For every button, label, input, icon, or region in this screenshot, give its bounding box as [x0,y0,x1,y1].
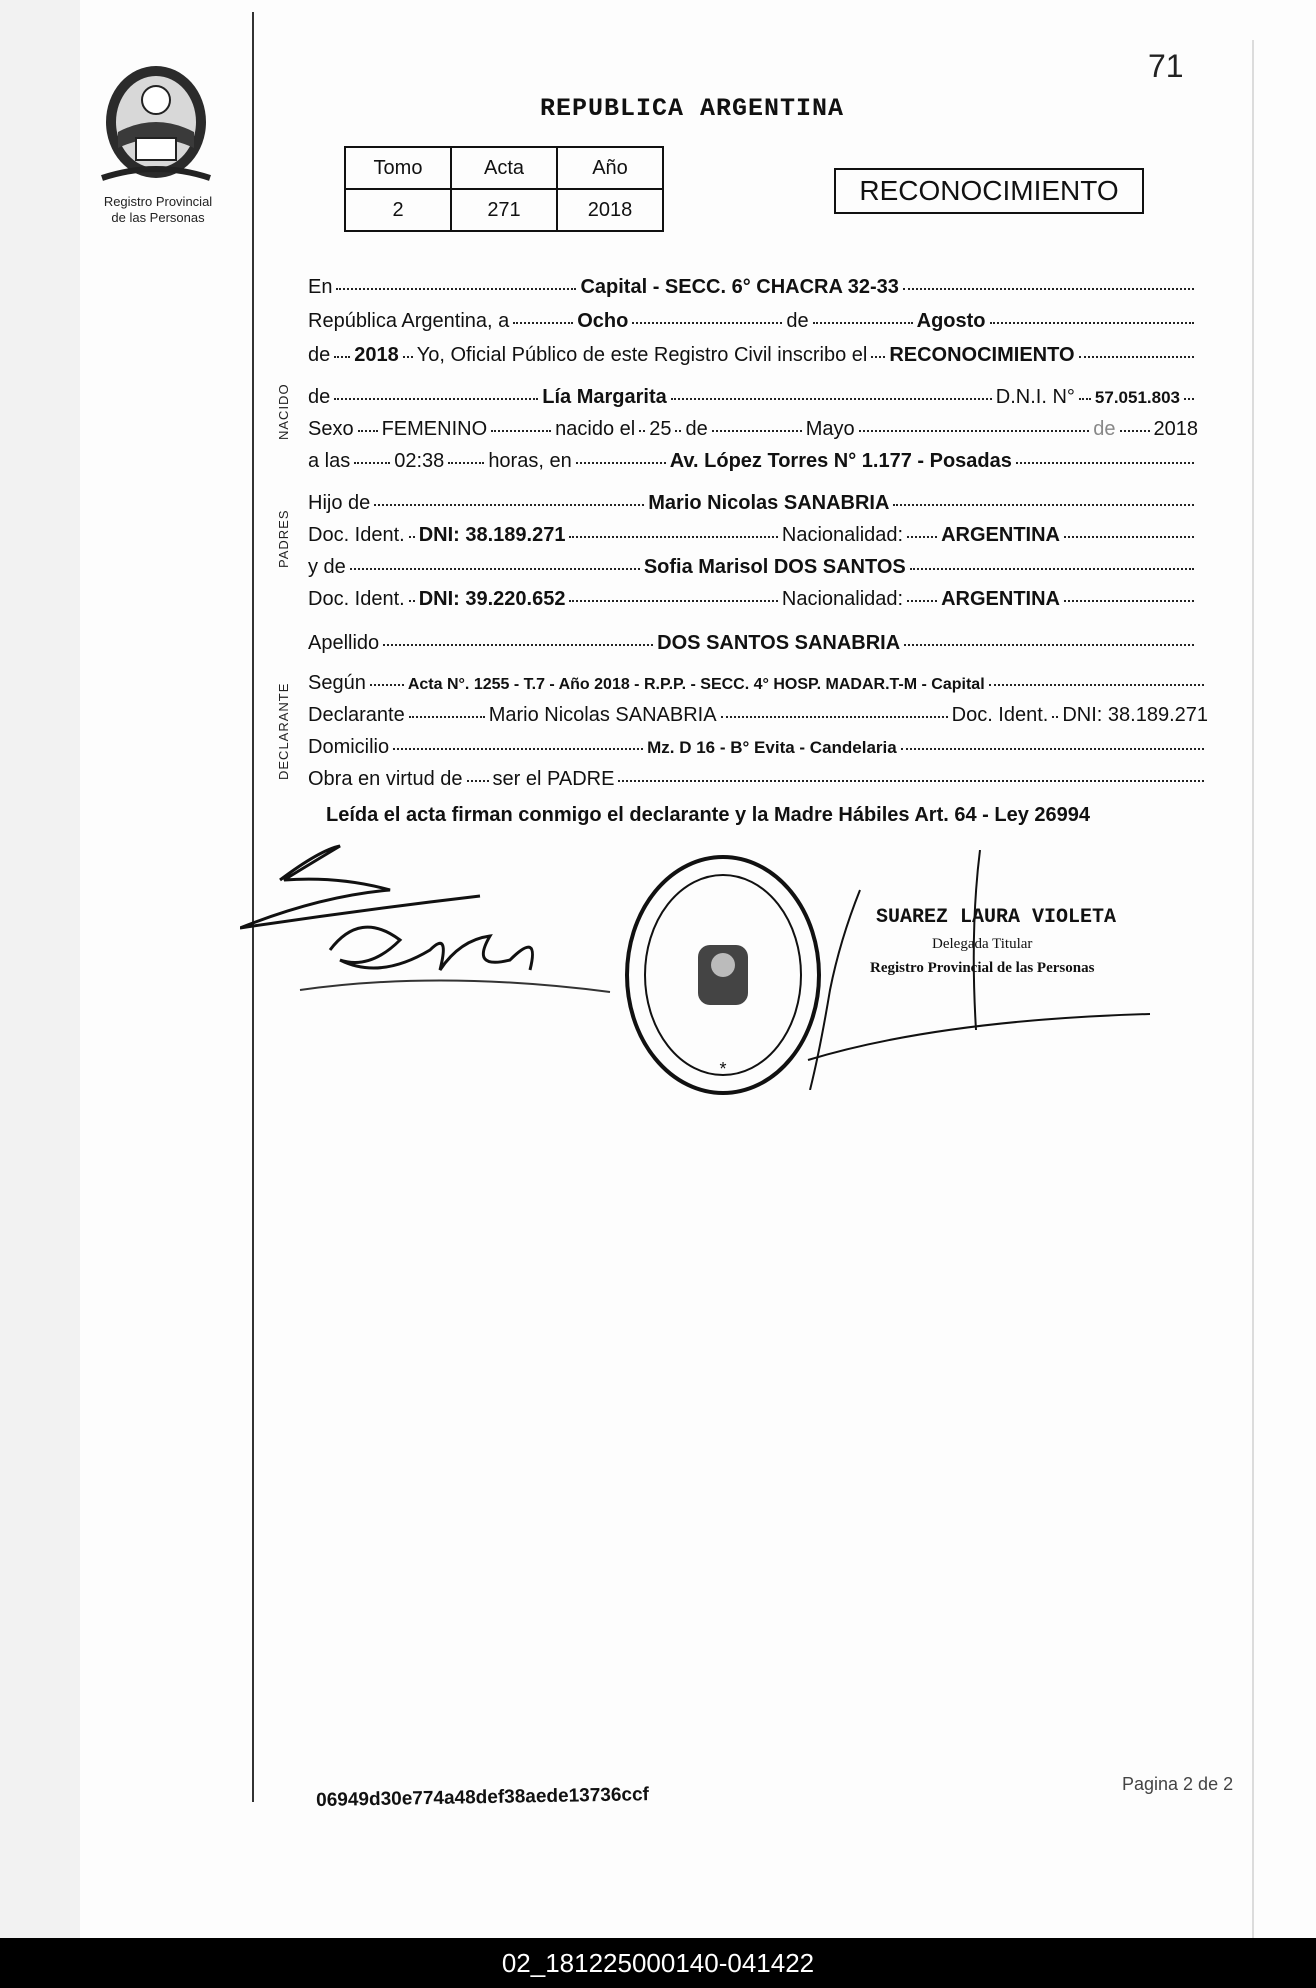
dots [904,644,1194,646]
value-tomo: 2 [345,189,451,231]
dots [639,430,645,432]
label-yde: y de [308,556,346,578]
logo-caption-line2: de las Personas [111,210,205,225]
dots [712,430,802,432]
value-nac-mes: Mayo [805,418,855,440]
label-nac-de: de [685,418,708,440]
dots [1120,430,1150,432]
row-padre-doc [308,524,1198,547]
dots [990,322,1194,324]
value-hora: 02:38 [394,450,445,472]
label-declarante: Declarante [308,704,405,726]
dots [448,462,484,464]
side-label-padres: PADRES [276,509,291,568]
label-nac-madre: Nacionalidad: [781,588,904,610]
value-inscribo: RECONOCIMIENTO [889,344,1075,366]
label-republica: República Argentina, a [308,310,510,332]
value-sexo: FEMENINO [381,418,488,440]
dots [350,568,640,570]
dots [671,398,992,400]
dots [859,430,1090,432]
label-apellido: Apellido [308,632,380,654]
row-segun [308,672,1208,695]
value-lugar: Av. López Torres N° 1.177 - Posadas [669,450,1012,472]
row-republica [308,310,1198,333]
label-hijo: Hijo de [308,492,371,514]
dots [409,600,415,602]
label-doc: Doc. Ident. [308,524,405,546]
dots [1064,600,1194,602]
dots [513,322,573,324]
dots [467,780,489,782]
label-de-nombre: de [308,386,331,408]
row-apellido [308,632,1198,655]
dots [907,536,937,538]
dots [871,356,885,358]
label-sexo: Sexo [308,418,354,440]
value-obra: ser el PADRE [492,768,615,790]
value-dia: Ocho [577,310,629,332]
dots [1064,536,1194,538]
svg-text:*: * [719,1059,727,1079]
value-acta: 271 [451,189,557,231]
value-declarante-doc: DNI: 38.189.271 [1062,704,1208,726]
row-madre [308,556,1198,579]
dots [1184,398,1194,400]
label-alas: a las [308,450,351,472]
dots [675,430,681,432]
dots [569,600,777,602]
table-header-row [345,147,663,189]
value-anio: 2018 [557,189,663,231]
dots [576,462,666,464]
row-anio-inscribo [308,344,1198,367]
logo-caption-line1: Registro Provincial [103,194,213,209]
value-anio: 2018 [354,344,399,366]
page-indicator: Pagina 2 de 2 [1122,1774,1234,1794]
dots [383,644,653,646]
dots [370,684,404,686]
dots [618,780,1204,782]
row-padre [308,492,1198,515]
dots [336,288,576,290]
table-value-row [345,189,663,231]
value-nombre: Lía Margarita [542,386,667,408]
dots [901,748,1204,750]
dots [632,322,782,324]
value-nac-dia: 25 [649,418,672,440]
dots [1016,462,1194,464]
right-edge-line [1252,40,1254,1938]
label-dni: D.N.I. N° [995,386,1075,408]
label-domicilio: Domicilio [308,736,390,758]
dots [409,536,415,538]
official-role: Delegada Titular [932,936,1033,952]
value-domicilio: Mz. D 16 - B° Evita - Candelaria [647,738,897,757]
document-title: REPUBLICA ARGENTINA [540,94,845,123]
dots [910,568,1194,570]
dots [374,504,644,506]
row-declarante [308,704,1208,727]
dots [907,600,937,602]
page-number: 71 [1148,48,1184,84]
dots [813,322,913,324]
row-madre-doc [308,588,1198,611]
dots [393,748,643,750]
official-name: SUAREZ LAURA VIOLETA [876,906,1117,929]
dots [334,398,538,400]
official-org: Registro Provincial de las Personas [870,960,1095,976]
left-margin-shadow [0,0,80,1938]
dots [334,356,350,358]
signing-statement: Leída el acta firman conmigo el declarante y la Madre Hábiles Art. 64 - Ley 26994 [326,804,1091,826]
label-en: En [308,276,333,298]
tomo-acta-anio-table [344,146,664,232]
side-label-declarante: DECLARANTE [276,682,291,780]
dots [358,430,378,432]
value-padre-doc: DNI: 38.189.271 [418,524,566,546]
dots [1079,398,1091,400]
row-sexo [308,418,1198,441]
row-obra [308,768,1208,791]
label-de: de [786,310,809,332]
row-hora [308,450,1198,473]
value-nac-anio: 2018 [1153,418,1198,440]
dots [409,716,485,718]
label-obra: Obra en virtud de [308,768,463,790]
label-doc-madre: Doc. Ident. [308,588,405,610]
header-anio: Año [557,147,663,189]
label-segun: Según [308,672,366,694]
footer-filename: 02_181225000140-041422 [501,1948,815,1978]
value-madre-nac: ARGENTINA [941,588,1060,610]
dots [893,504,1194,506]
dots [491,430,551,432]
side-label-nacido: NACIDO [276,383,291,440]
row-nombre [308,386,1198,409]
value-dni: 57.051.803 [1094,388,1180,407]
document-hash: 06949d30e774a48def38aede13736ccf [316,1784,650,1811]
dots [1079,356,1194,358]
label-oficial: Yo, Oficial Público de este Registro Civil inscribo el [416,344,868,366]
value-mes: Agosto [916,310,986,332]
dots [569,536,777,538]
value-madre: Sofia Marisol DOS SANTOS [643,556,906,578]
value-segun: Acta N°. 1255 - T.7 - Año 2018 - R.P.P. - SECC. 4° HOSP. MADAR.T-M - Capital [407,676,985,693]
dots [1052,716,1058,718]
label-nac-de2: de [1093,418,1116,440]
value-padre-nac: ARGENTINA [941,524,1060,546]
value-en: Capital - SECC. 6° CHACRA 32-33 [580,276,899,298]
signature-declarante [240,840,620,1010]
row-en [308,276,1198,299]
value-declarante: Mario Nicolas SANABRIA [488,704,717,726]
header-tomo: Tomo [345,147,451,189]
act-type-box: RECONOCIMIENTO [834,168,1144,214]
header-acta: Acta [451,147,557,189]
value-apellido: DOS SANTOS SANABRIA [657,632,901,654]
dots [354,462,390,464]
row-domicilio [308,736,1208,759]
dots [903,288,1194,290]
dots [721,716,948,718]
value-padre: Mario Nicolas SANABRIA [648,492,890,514]
provincial-seal-logo [96,60,216,190]
dots [989,684,1204,686]
dots [403,356,413,358]
label-nacido: nacido el [555,418,636,440]
label-nac: Nacionalidad: [781,524,904,546]
label-de2: de [308,344,331,366]
logo-caption [76,194,240,226]
label-horas: horas, en [488,450,572,472]
official-oval-stamp [620,850,826,1100]
label-declarante-doc: Doc. Ident. [951,704,1049,726]
value-madre-doc: DNI: 39.220.652 [418,588,566,610]
